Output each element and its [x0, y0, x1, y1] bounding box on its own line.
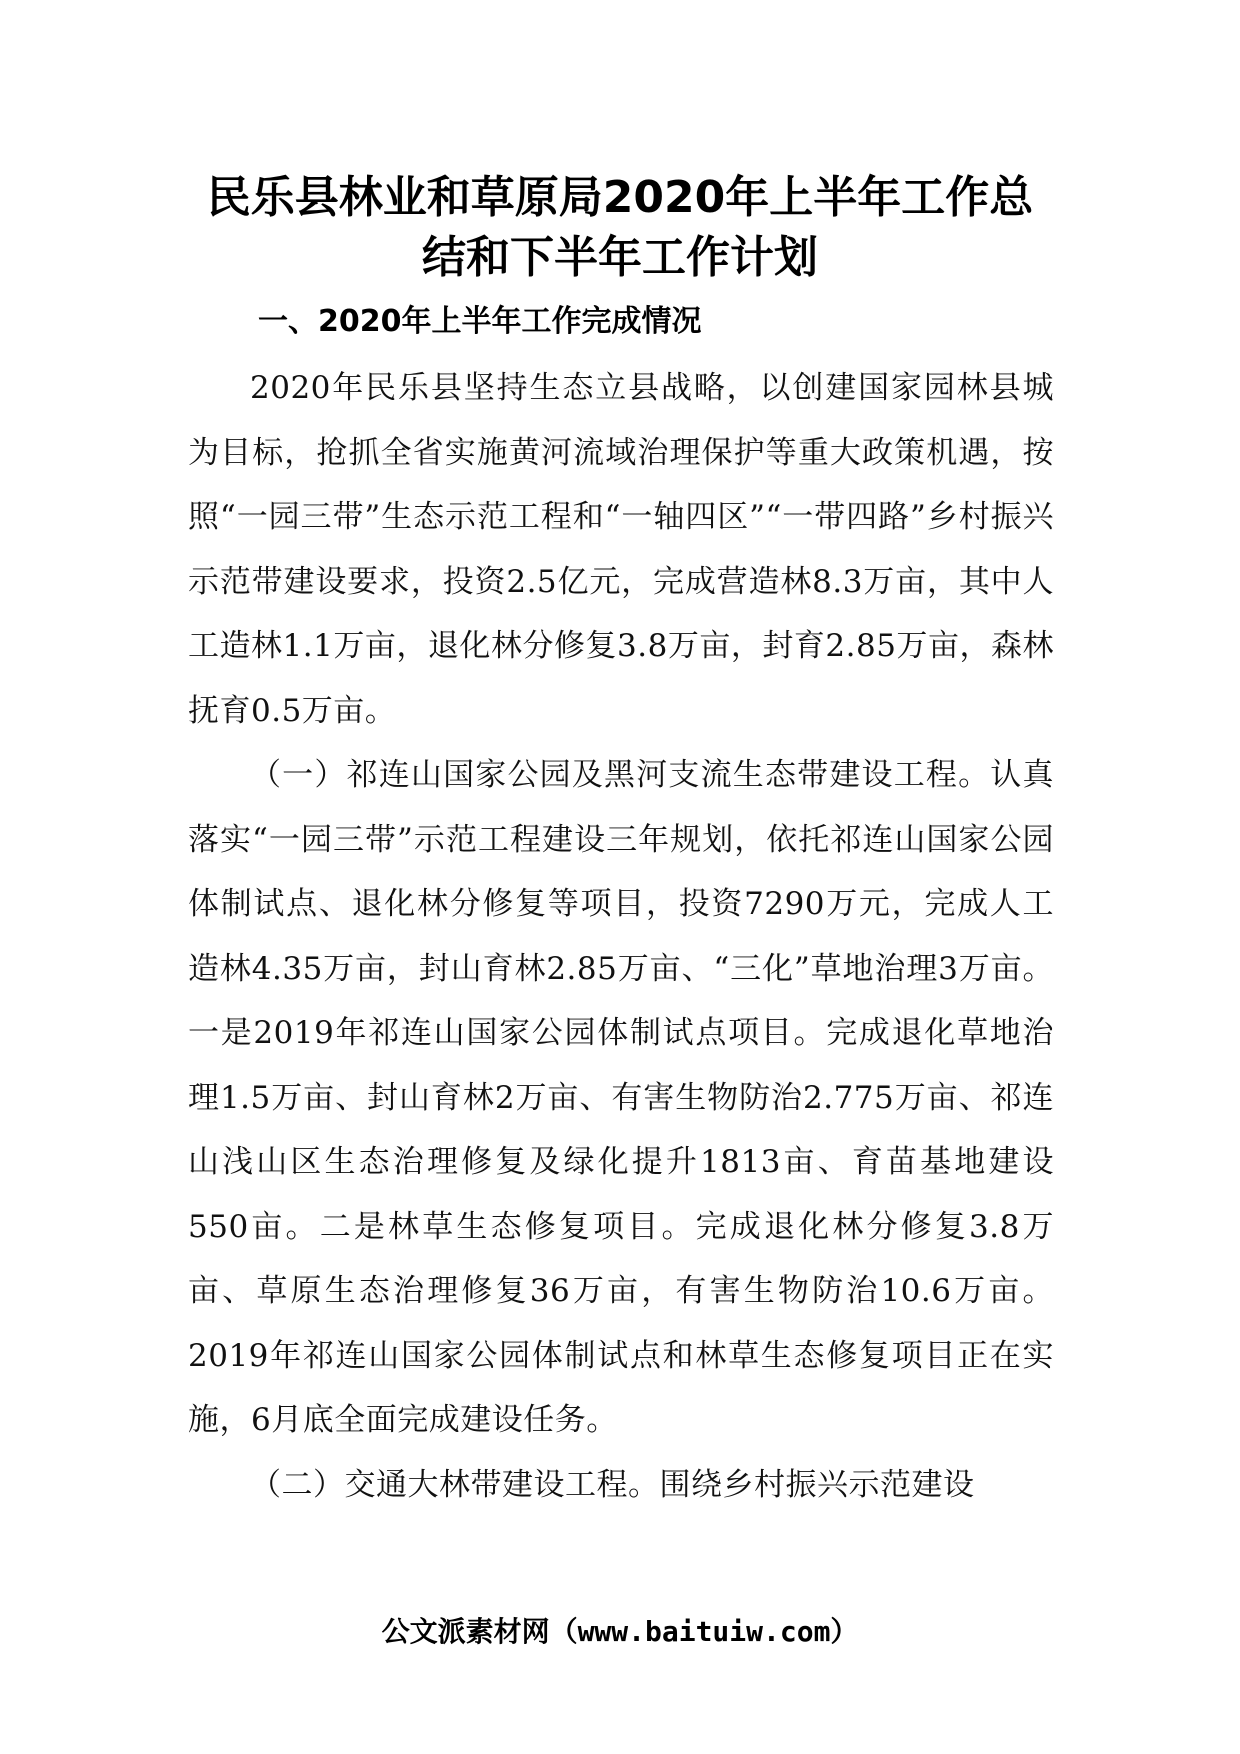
source-footer: 公文派素材网（www.baituiw.com） — [381, 1615, 859, 1648]
document-title-line-2: 结和下半年工作计划 — [422, 232, 818, 283]
paragraph-summary: 2020年民乐县坚持生态立县战略，以创建国家园林县城为目标，抢抓全省实施黄河流域治理保护等重大政策机遇，按照“一园三带”生态示范工程和“一轴四区”“一带四路”乡村振兴示范带建设要求，投资2.5亿元，完成营造林8.3万亩，其中人工造林1.1万亩，退化林分修复3.8万亩，封育2.85万亩，森林抚育0.5万亩。 — [188, 370, 1054, 729]
paragraph-transport-forest-belt: （二）交通大林带建设工程。围绕乡村振兴示范建设 — [250, 1466, 975, 1503]
section-heading: 一、2020年上半年工作完成情况 — [258, 304, 702, 339]
paragraph-qilian-project: （一）祁连山国家公园及黑河支流生态带建设工程。认真落实“一园三带”示范工程建设三年规划，依托祁连山国家公园体制试点、退化林分修复等项目，投资7290万元，完成人工造林4.35万亩，封山育林2.85万亩、“三化”草地治理3万亩。一是2019年祁连山国家公园体制试点项目。完成退化草地治理1.5万亩、封山育林2万亩、有害生物防治2.775万亩、祁连山浅山区生态治理修复及绿化提升1813亩、育苗基地建设550亩。二是林草生态修复项目。完成退化林分修复3.8万亩、草原生态治理修复36万亩，有害生物防治10.6万亩。2019年祁连山国家公园体制试点和林草生态修复项目正在实施，6月底全面完成建设任务。 — [188, 757, 1054, 1438]
document-body — [188, 356, 1054, 1517]
document-title-line-1: 民乐县林业和草原局2020年上半年工作总 — [206, 172, 1034, 223]
